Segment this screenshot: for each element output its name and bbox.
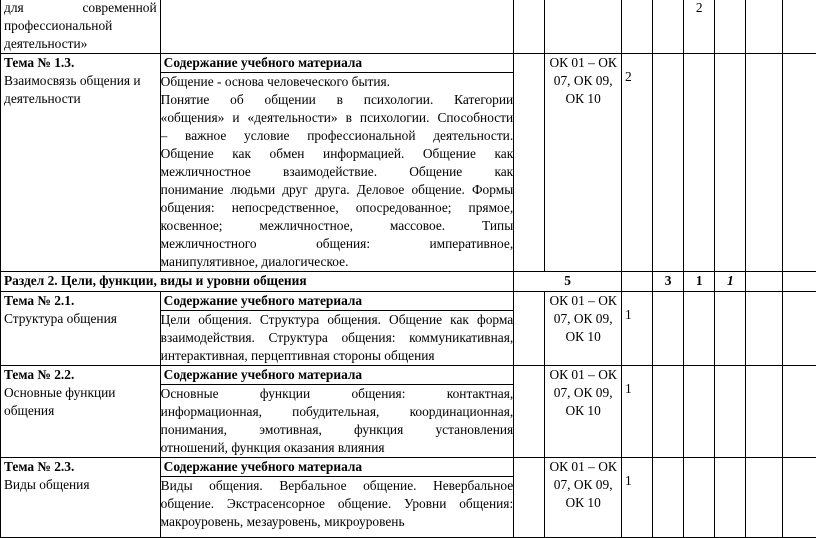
- empty-cell: [622, 272, 653, 292]
- empty-cell: [746, 0, 782, 54]
- empty-cell: [715, 292, 746, 366]
- topic-title-cell: [1, 458, 161, 538]
- content-header: Содержание учебного материала: [161, 54, 514, 72]
- hours-cell: 2: [684, 0, 715, 54]
- empty-cell: [653, 292, 684, 366]
- content-line: интерактивная, перцептивная стороны общения: [161, 347, 514, 365]
- empty-cell: [514, 54, 545, 272]
- topic-content-cell: [160, 54, 514, 272]
- topic-title-cell: [1, 292, 161, 366]
- section-hours: 5: [514, 272, 622, 292]
- competencies-cell: ОК 01 – ОК 07, ОК 09, ОК 10: [545, 366, 622, 458]
- topic-row-1-3: [1, 54, 816, 272]
- content-line: межличностного общения: императивное,: [161, 235, 514, 253]
- content-line: макроуровень, мезауровень, микроуровень: [161, 513, 514, 531]
- empty-cell: [782, 272, 816, 292]
- empty-cell: [782, 54, 816, 272]
- section-title: Раздел 2. Цели, функции, виды и уровни общения: [1, 272, 514, 292]
- content-line: отношений, функция оказания влияния: [161, 439, 514, 457]
- title-line: для современной: [4, 0, 157, 17]
- topic-label: Тема № 2.3.: [4, 458, 157, 476]
- content-body: [160, 310, 514, 365]
- topic-label: Тема № 2.1.: [4, 292, 157, 310]
- content-line: Основные функции общения: контактная,: [161, 385, 514, 403]
- empty-cell: [715, 458, 746, 538]
- content-body: [160, 384, 514, 457]
- continuation-title: [1, 0, 161, 54]
- content-line: Понятие об общении в психологии. Категории: [161, 91, 514, 109]
- content-line: общение. Экстрасенсорное общение. Уровни общения:: [161, 495, 514, 513]
- title-line: деятельности»: [4, 35, 157, 53]
- section-col-b: 1: [684, 272, 715, 292]
- topic-row-2-1: [1, 292, 816, 366]
- topic-title-cell: [1, 366, 161, 458]
- empty-cell: [746, 458, 782, 538]
- empty-cell: [782, 0, 816, 54]
- section-col-a: 3: [653, 272, 684, 292]
- empty-cell: [746, 292, 782, 366]
- topic-name: Структура общения: [4, 310, 157, 328]
- continuation-row: [1, 0, 816, 54]
- content-line: взаимодействия. Структура общения: коммуникативная,: [161, 329, 514, 347]
- content-header: Содержание учебного материала: [161, 366, 514, 384]
- content-line: Цели общения. Структура общения. Общение как форма: [161, 311, 514, 329]
- topic-name: Основные функции общения: [4, 384, 157, 420]
- empty-cell: [746, 54, 782, 272]
- content-line: понимания, эмотивная, функция установления: [161, 421, 514, 439]
- empty-cell: [514, 292, 545, 366]
- empty-cell: [684, 366, 715, 458]
- content-line: общения: непосредственное, опосредованное; прямое,: [161, 199, 514, 217]
- topic-content-cell: [160, 292, 514, 366]
- empty-cell: [622, 366, 653, 458]
- empty-cell: [653, 458, 684, 538]
- empty-cell: [746, 272, 782, 292]
- level-value: 1: [625, 380, 649, 398]
- empty-cell: [684, 292, 715, 366]
- level-value: 1: [625, 306, 649, 324]
- empty-cell: [514, 366, 545, 458]
- empty-cell: [684, 458, 715, 538]
- topic-label: Тема № 2.2.: [4, 366, 157, 384]
- empty-cell: [746, 366, 782, 458]
- competencies-cell: ОК 01 – ОК 07, ОК 09, ОК 10: [545, 458, 622, 538]
- topic-row-2-2: [1, 366, 816, 458]
- level-value: 1: [625, 472, 649, 490]
- empty-cell: [514, 0, 545, 54]
- empty-cell: [715, 366, 746, 458]
- empty-cell: [715, 54, 746, 272]
- empty-cell: [782, 366, 816, 458]
- content-line: информационная, побудительная, координационная,: [161, 403, 514, 421]
- content-body: [160, 72, 514, 271]
- empty-cell: [782, 458, 816, 538]
- level-value: 2: [625, 68, 649, 86]
- content-line: «общения» и «деятельности» в психологии. Способности: [161, 109, 514, 127]
- empty-cell: [545, 0, 622, 54]
- content-body: [160, 476, 514, 531]
- empty-cell: [160, 0, 514, 54]
- topic-row-2-3: [1, 458, 816, 538]
- content-line: Виды общения. Вербальное общение. Невербальное: [161, 477, 514, 495]
- title-line: профессиональной: [4, 17, 157, 35]
- empty-cell: [622, 0, 653, 54]
- content-line: Общение - основа человеческого бытия.: [161, 73, 514, 91]
- competencies-cell: ОК 01 – ОК 07, ОК 09, ОК 10: [545, 54, 622, 272]
- section-row-2: [1, 272, 816, 292]
- empty-cell: [622, 54, 653, 272]
- content-line: манипулятивное, диалогическое.: [161, 253, 514, 271]
- empty-cell: [622, 458, 653, 538]
- topic-label: Тема № 1.3.: [4, 54, 157, 72]
- empty-cell: [782, 292, 816, 366]
- content-line: Общение как обмен информацией. Общение как: [161, 145, 514, 163]
- competencies-cell: ОК 01 – ОК 07, ОК 09, ОК 10: [545, 292, 622, 366]
- empty-cell: [653, 54, 684, 272]
- topic-title-cell: [1, 54, 161, 272]
- content-header: Содержание учебного материала: [161, 458, 514, 476]
- empty-cell: [653, 0, 684, 54]
- topic-name: Виды общения: [4, 476, 157, 494]
- content-line: косвенное; межличностное, массовое. Типы: [161, 217, 514, 235]
- empty-cell: [653, 366, 684, 458]
- content-header: Содержание учебного материала: [161, 292, 514, 310]
- topic-content-cell: [160, 458, 514, 538]
- empty-cell: [622, 292, 653, 366]
- content-line: межличностное взаимодействие. Общение как: [161, 163, 514, 181]
- empty-cell: [715, 0, 746, 54]
- empty-cell: [514, 458, 545, 538]
- content-line: понимание людьми друг друга. Деловое общение. Формы: [161, 181, 514, 199]
- topic-content-cell: [160, 366, 514, 458]
- content-line: – важное условие профессиональной деятельности.: [161, 127, 514, 145]
- topic-name: Взаимосвязь общения и деятельности: [4, 72, 157, 108]
- empty-cell: [684, 54, 715, 272]
- section-col-c: 1: [715, 272, 746, 292]
